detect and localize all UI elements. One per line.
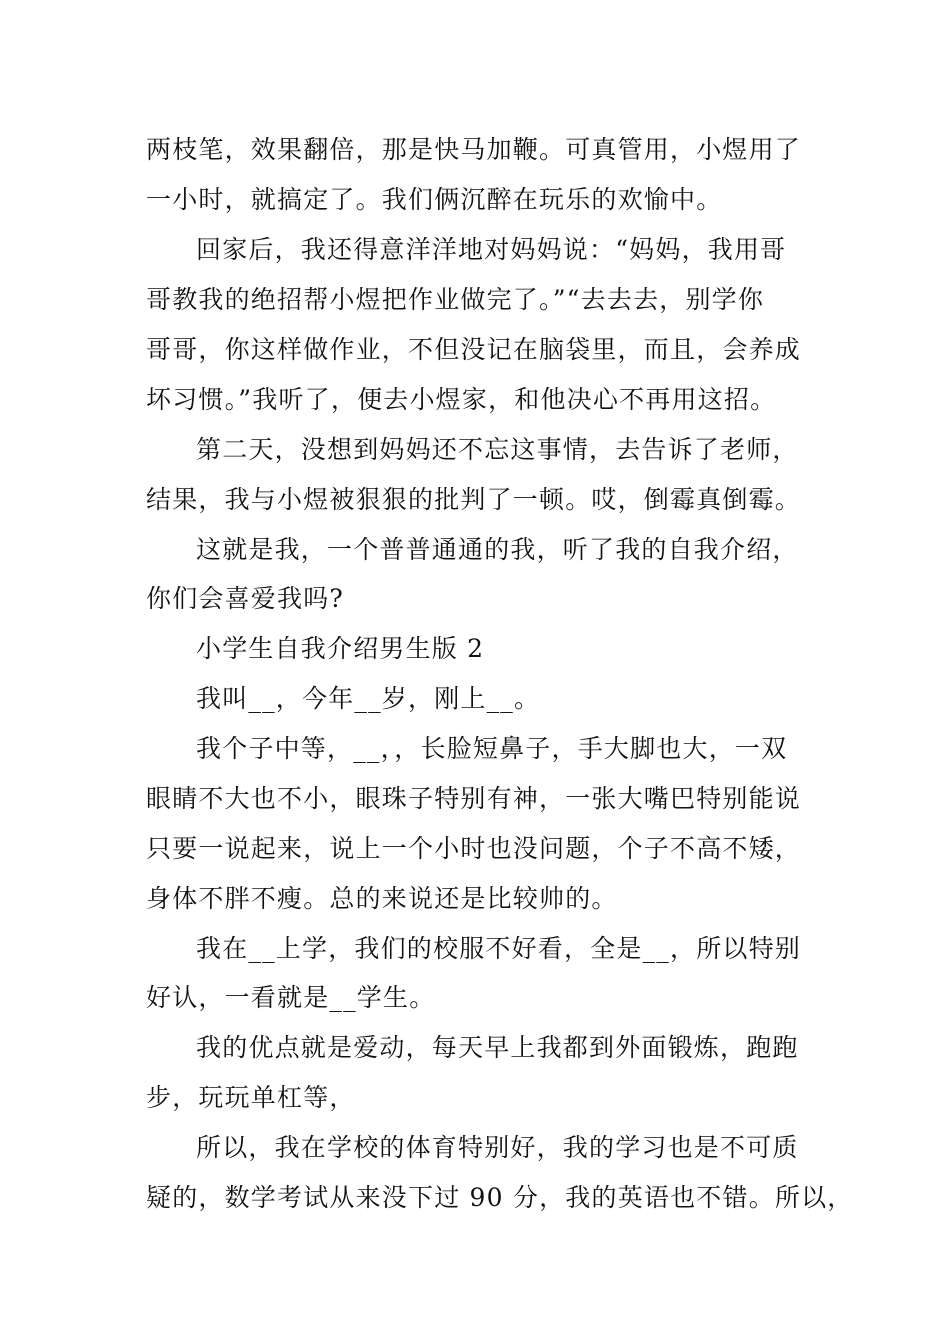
text-line: 哥教我的绝招帮小煜把作业做完了。”“去去去，别学你 (146, 285, 765, 314)
paragraph-start: 这就是我，一个普普通通的我，听了我的自我介绍， (196, 535, 799, 564)
text-line: 身体不胖不瘦。总的来说还是比较帅的。 (146, 884, 618, 913)
text-line: 哥哥，你这样做作业，不但没记在脑袋里，而且，会养成 (146, 335, 802, 364)
section-heading: 小学生自我介绍男生版 2 (196, 634, 485, 663)
paragraph-start: 第二天，没想到妈妈还不忘这事情，去告诉了老师， (196, 435, 799, 464)
text-line: 一小时，就搞定了。我们俩沉醉在玩乐的欢愉中。 (146, 185, 723, 214)
paragraph-start: 我叫__，今年__岁，刚上__。 (196, 684, 541, 713)
paragraph-start: 我个子中等，__，，长脸短鼻子，手大脚也大，一双 (196, 734, 788, 763)
text-line: 步，玩玩单杠等， (146, 1083, 356, 1112)
text-line: 眼睛不大也不小，眼珠子特别有神，一张大嘴巴特别能说 (146, 784, 802, 813)
text-line: 你们会喜爱我吗? (146, 584, 345, 613)
text-line: 只要一说起来，说上一个小时也没问题，个子不高不矮， (146, 834, 802, 863)
text-line: 坏习惯。”我听了，便去小煜家，和他决心不再用这招。 (146, 385, 777, 414)
paragraph-start: 我在__上学，我们的校服不好看，全是__，所以特别 (196, 934, 802, 963)
paragraph-start: 我的优点就是爱动，每天早上我都到外面锻炼，跑跑 (196, 1033, 799, 1062)
paragraph-start: 所以，我在学校的体育特别好，我的学习也是不可质 (196, 1133, 799, 1162)
text-line: 两枝笔，效果翻倍，那是快马加鞭。可真管用，小煜用了 (146, 135, 802, 164)
text-line: 疑的，数学考试从来没下过 90 分，我的英语也不错。所以， (146, 1183, 854, 1212)
text-line: 结果，我与小煜被狠狠的批判了一顿。哎，倒霉真倒霉。 (146, 485, 802, 514)
text-line: 好认，一看就是__学生。 (146, 983, 436, 1012)
paragraph-start: 回家后，我还得意洋洋地对妈妈说：“妈妈，我用哥 (196, 235, 787, 264)
